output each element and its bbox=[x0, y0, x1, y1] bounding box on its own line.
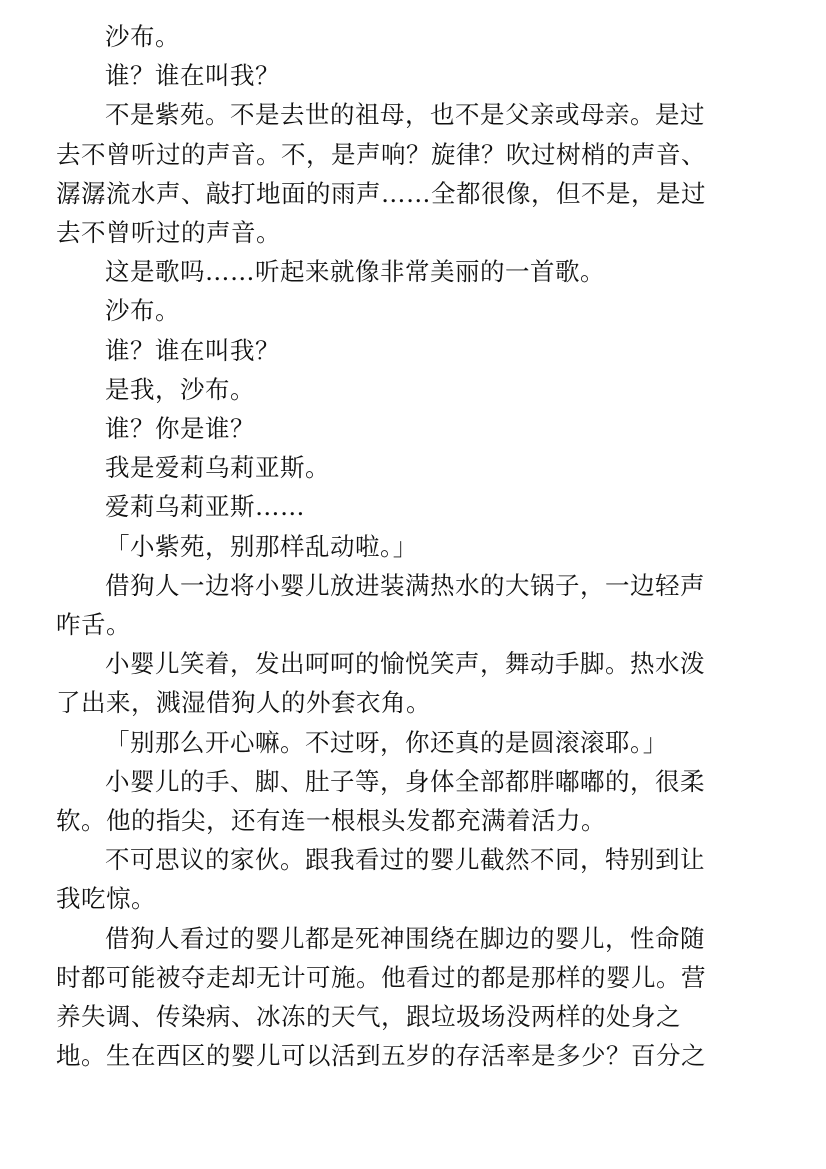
paragraph-8: 谁？你是谁？ bbox=[105, 414, 255, 444]
paragraph-3: 不是紫苑。不是去世的祖母，也不是父亲或母亲。是过 去不曾听过的声音。不，是声响？旋律？吹过树梢的声音、 潺潺流水声、敲打地面的雨声……全都很像，但不是，是过 去不曾听过的声音。 bbox=[56, 100, 706, 248]
paragraph-4: 这是歌吗……听起来就像非常美丽的一首歌。 bbox=[105, 257, 605, 287]
paragraph-9: 我是爱莉乌莉亚斯。 bbox=[105, 453, 330, 483]
paragraph-14: 「别那么开心嘛。不过呀，你还真的是圆滚滚耶。」 bbox=[105, 727, 668, 757]
paragraph-16: 不可思议的家伙。跟我看过的婴儿截然不同，特别到让 我吃惊。 bbox=[56, 845, 705, 914]
paragraph-17: 借狗人看过的婴儿都是死神围绕在脚边的婴儿，性命随 时都可能被夺走却无计可施。他看过的都是那样的婴儿。营 养失调、传染病、冰冻的天气，跟垃圾场没两样的处身之 地。生在西区的婴儿可以活到五岁的存活率是多少？百分之 bbox=[56, 923, 706, 1071]
paragraph-12: 借狗人一边将小婴儿放进装满热水的大锅子，一边轻声 咋舌。 bbox=[56, 570, 705, 640]
paragraph-11: 「小紫苑，别那样乱动啦。」 bbox=[105, 531, 418, 561]
paragraph-1: 沙布。 bbox=[105, 22, 180, 51]
paragraph-7: 是我，沙布。 bbox=[105, 374, 255, 404]
paragraph-15: 小婴儿的手、脚、肚子等，身体全部都胖嘟嘟的，很柔 软。他的指尖，还有连一根根头发都充满着活力。 bbox=[56, 766, 705, 836]
paragraph-5: 沙布。 bbox=[105, 296, 180, 326]
document-page bbox=[56, 17, 756, 1075]
paragraph-6: 谁？谁在叫我？ bbox=[105, 335, 280, 365]
paragraph-2: 谁？谁在叫我？ bbox=[105, 61, 280, 91]
paragraph-13: 小婴儿笑着，发出呵呵的愉悦笑声，舞动手脚。热水泼 了出来，溅湿借狗人的外套衣角。 bbox=[56, 649, 705, 718]
paragraph-10: 爱莉乌莉亚斯…… bbox=[105, 492, 305, 522]
